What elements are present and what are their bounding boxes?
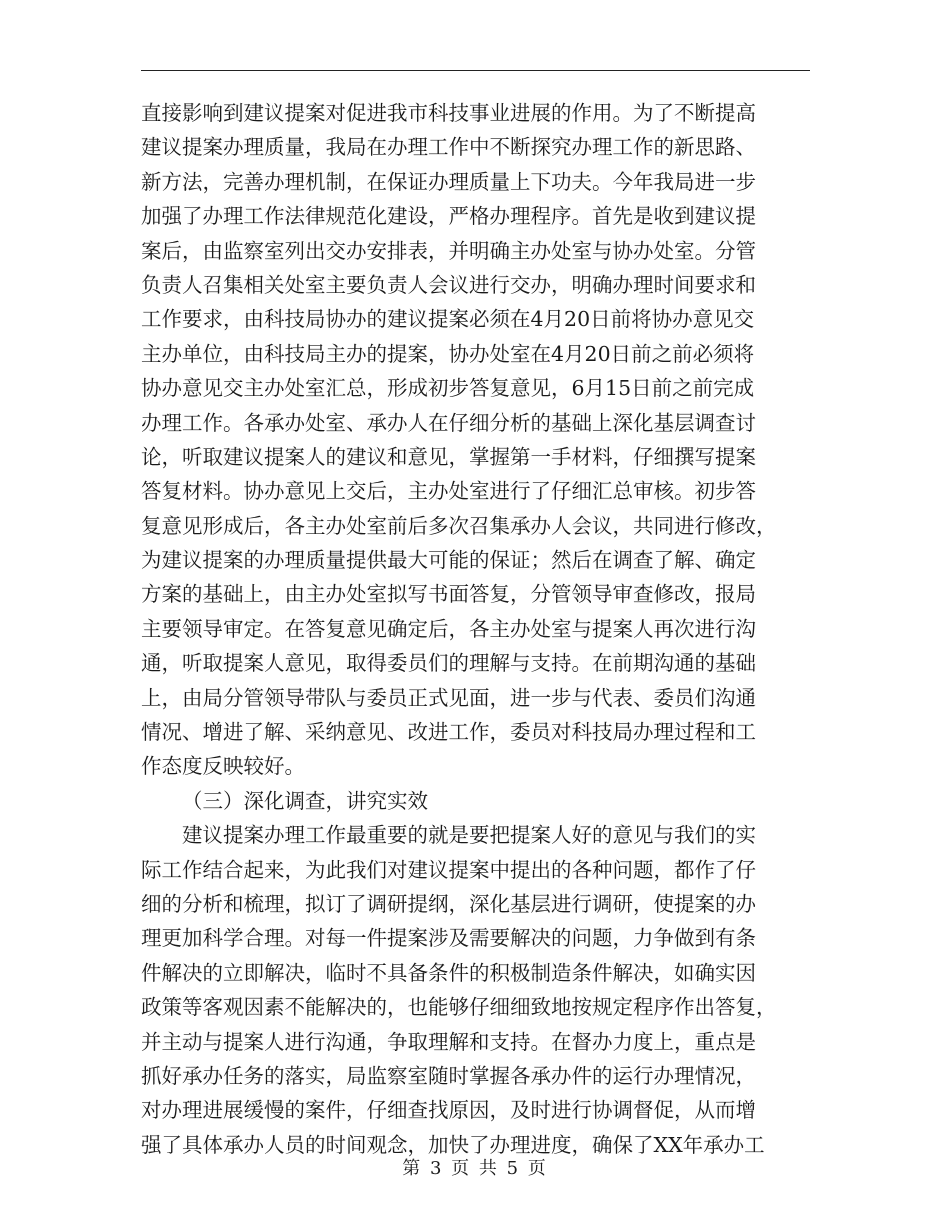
text-line: 通，听取提案人意见，取得委员们的理解与支持。在前期沟通的基础 <box>141 651 756 676</box>
text-line: 件解决的立即解决，临时不具备条件的积极制造条件解决，如确实因 <box>141 960 756 985</box>
text-line: 论，听取建议提案人的建议和意见，掌握第一手材料，仔细撰写提案 <box>141 444 756 469</box>
text-line: 负责人召集相关处室主要负责人会议进行交办，明确办理时间要求和 <box>141 272 756 297</box>
text-line: 抓好承办任务的落实，局监察室随时掌握各承办件的运行办理情况， <box>141 1063 756 1088</box>
text-line: （三）深化调查，讲究实效 <box>182 788 428 813</box>
text-line: 工作要求，由科技局协办的建议提案必须在4月20日前将协办意见交 <box>141 307 755 332</box>
text-line: 加强了办理工作法律规范化建设，严格办理程序。首先是收到建议提 <box>141 204 756 229</box>
text-line: 主要领导审定。在答复意见确定后，各主办处室与提案人再次进行沟 <box>141 616 756 641</box>
text-line: 方案的基础上，由主办处室拟写书面答复，分管领导审查修改，报局 <box>141 582 756 607</box>
text-line: 直接影响到建议提案对促进我市科技事业进展的作用。为了不断提高 <box>141 101 756 125</box>
text-line: 细的分析和梳理，拟订了调研提纲，深化基层进行调研，使提案的办 <box>141 891 756 916</box>
text-line: 作态度反映较好。 <box>141 754 305 779</box>
text-line: 建议提案办理工作最重要的就是要把提案人好的意见与我们的实 <box>182 823 756 848</box>
text-line: 理更加科学合理。对每一件提案涉及需要解决的问题，力争做到有条 <box>141 926 756 951</box>
text-line: 新方法，完善办理机制，在保证办理质量上下功夫。今年我局进一步 <box>141 169 756 194</box>
text-line: 强了具体承办人员的时间观念，加快了办理进度，确保了XX年承办工 <box>141 1132 765 1157</box>
body-text <box>141 96 810 1162</box>
text-line: 情况、增进了解、采纳意见、改进工作，委员对科技局办理过程和工 <box>141 720 756 745</box>
text-line: 并主动与提案人进行沟通，争取理解和支持。在督办力度上，重点是 <box>141 1029 756 1054</box>
text-line: 复意见形成后，各主办处室前后多次召集承办人会议，共同进行修改， <box>141 513 777 538</box>
header-rule <box>141 70 810 71</box>
text-line: 案后，由监察室列出交办安排表，并明确主办处室与协办处室。分管 <box>141 238 756 263</box>
text-line: 际工作结合起来，为此我们对建议提案中提出的各种问题，都作了仔 <box>141 857 756 882</box>
text-line: 答复材料。协办意见上交后，主办处室进行了仔细汇总审核。初步答 <box>141 479 756 504</box>
text-line: 对办理进展缓慢的案件，仔细查找原因，及时进行协调督促，从而增 <box>141 1098 756 1123</box>
text-line: 主办单位，由科技局主办的提案，协办处室在4月20日前之前必须将 <box>141 341 755 366</box>
text-line: 建议提案办理质量，我局在办理工作中不断探究办理工作的新思路、 <box>141 135 756 160</box>
text-line: 为建议提案的办理质量提供最大可能的保证；然后在调查了解、确定 <box>141 548 756 573</box>
page-footer: 第 3 页 共 5 页 <box>402 1158 548 1179</box>
text-line: 上，由局分管领导带队与委员正式见面，进一步与代表、委员们沟通 <box>141 685 756 710</box>
text-line: 协办意见交主办处室汇总，形成初步答复意见，6月15日前之前完成 <box>141 376 755 401</box>
text-line: 办理工作。各承办处室、承办人在仔细分析的基础上深化基层调查讨 <box>141 410 756 435</box>
text-line: 政策等客观因素不能解决的，也能够仔细细致地按规定程序作出答复， <box>141 995 777 1020</box>
